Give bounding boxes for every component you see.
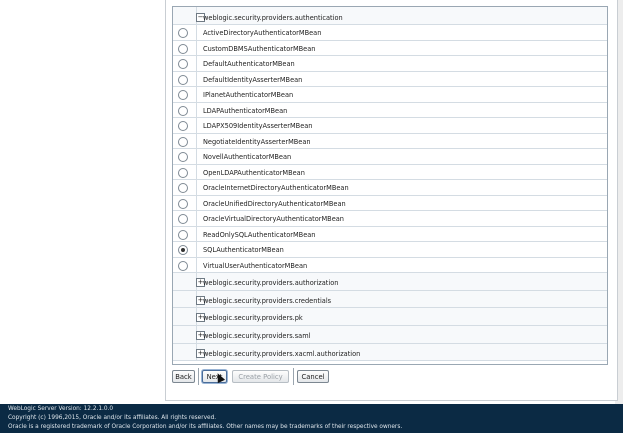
provider-label: NovellAuthenticatorMBean [203,153,292,161]
cell-separator [196,211,197,226]
provider-label: ActiveDirectoryAuthenticatorMBean [203,29,322,37]
provider-row[interactable] [173,149,607,165]
provider-row[interactable] [173,227,607,243]
provider-radio[interactable] [178,106,188,116]
provider-row[interactable] [173,72,607,88]
cell-separator [196,242,197,257]
group-row[interactable] [173,326,607,344]
cell-separator [196,165,197,180]
group-row-authentication[interactable] [173,7,607,25]
group-row[interactable] [173,273,607,291]
footer [0,404,623,433]
provider-row[interactable] [173,165,607,181]
provider-table [172,6,608,365]
provider-label: OpenLDAPAuthenticatorMBean [203,168,305,177]
provider-radio[interactable] [178,137,188,147]
group-label: weblogic.security.providers.credentials [203,296,332,305]
provider-radio[interactable] [178,28,188,38]
provider-label: OracleUnifiedDirectoryAuthenticatorMBean [203,199,346,208]
back-button[interactable]: Back [172,370,195,383]
cell-separator [196,118,197,133]
provider-row[interactable] [173,25,607,41]
cell-separator [196,87,197,102]
provider-label: DefaultIdentityAsserterMBean [203,75,303,84]
group-row[interactable] [173,308,607,326]
expand-icon[interactable]: + [197,331,204,340]
provider-radio[interactable] [178,44,188,54]
cell-separator [196,56,197,71]
cell-separator [196,103,197,118]
footer-trademark: Oracle is a registered trademark of Oracle Corporation and/or its affiliates. Other names may be trademarks of their respective owners. [8,424,403,430]
provider-radio[interactable] [178,214,188,224]
cancel-button[interactable]: Cancel [297,370,329,383]
group-label: weblogic.security.providers.xacml.authorization [203,349,361,358]
provider-label: IPlanetAuthenticatorMBean [203,91,294,99]
provider-radio[interactable] [178,245,188,255]
provider-radio[interactable] [178,168,188,178]
provider-label: NegotiateIdentityAsserterMBean [203,137,311,146]
provider-radio[interactable] [178,59,188,69]
expand-icon[interactable]: + [197,278,204,286]
provider-label: CustomDBMSAuthenticatorMBean [203,44,316,53]
footer-copyright: Copyright (c) 1996,2015, Oracle and/or its affiliates. All rights reserved. [8,415,217,421]
group-row[interactable] [173,344,607,362]
cell-separator [196,227,197,242]
cell-separator [196,41,197,56]
group-label: weblogic.security.providers.authentication [203,14,343,22]
button-separator [293,368,294,385]
cell-separator [196,180,197,195]
provider-label: LDAPAuthenticatorMBean [203,106,288,115]
group-row[interactable] [173,291,607,309]
create-policy-button[interactable]: Create Policy [232,370,289,383]
provider-radio[interactable] [178,183,188,193]
cell-separator [196,134,197,149]
provider-label: SQLAuthenticatorMBean [203,246,284,254]
provider-label: LDAPX509IdentityAsserterMBean [203,122,313,130]
cell-separator [196,72,197,87]
provider-row[interactable] [173,56,607,72]
provider-label: VirtualUserAuthenticatorMBean [203,261,308,270]
provider-label: DefaultAuthenticatorMBean [203,60,295,68]
provider-radio[interactable] [178,261,188,271]
provider-row[interactable] [173,180,607,196]
next-button[interactable]: Next [202,370,227,383]
provider-radio[interactable] [178,90,188,100]
group-label: weblogic.security.providers.pk [203,314,303,323]
provider-radio[interactable] [178,75,188,85]
provider-row[interactable] [173,196,607,212]
provider-label: OracleVirtualDirectoryAuthenticatorMBean [203,215,344,223]
provider-row[interactable] [173,118,607,134]
cell-separator [196,149,197,164]
provider-radio[interactable] [178,152,188,162]
provider-row[interactable] [173,258,607,274]
group-label: weblogic.security.providers.saml [203,332,311,341]
provider-label: OracleInternetDirectoryAuthenticatorMBean [203,184,349,192]
group-label: weblogic.security.providers.authorization [203,279,339,287]
collapse-icon[interactable]: − [197,13,204,21]
provider-row[interactable] [173,103,607,119]
provider-radio[interactable] [178,199,188,209]
footer-version: WebLogic Server Version: 12.2.1.0.0 [8,406,114,412]
provider-radio[interactable] [178,121,188,131]
provider-label: ReadOnlySQLAuthenticatorMBean [203,230,316,239]
provider-row[interactable] [173,87,607,103]
expand-icon[interactable]: + [197,295,204,304]
expand-icon[interactable]: + [197,348,204,357]
expand-icon[interactable]: + [197,313,204,322]
provider-row[interactable] [173,242,607,258]
cell-separator [196,258,197,273]
cell-separator [196,25,197,40]
provider-radio[interactable] [178,230,188,240]
cell-separator [196,196,197,211]
provider-row[interactable] [173,211,607,227]
provider-row[interactable] [173,41,607,57]
button-separator [198,368,199,385]
provider-row[interactable] [173,134,607,150]
